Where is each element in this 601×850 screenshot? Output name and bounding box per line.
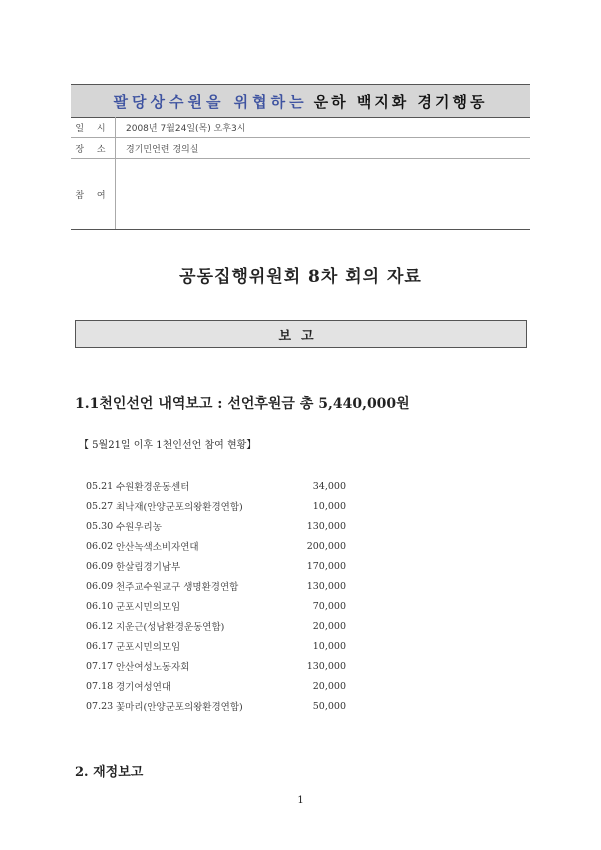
list-item: [86, 596, 346, 616]
donation-subheading: 【 5월21일 이후 1천인선언 참여 현황】: [79, 440, 257, 451]
donor-name: 꽃마리(안양군포의왕환경연합): [116, 702, 243, 713]
list-item: [86, 656, 346, 676]
list-item: [86, 516, 346, 536]
finance-report-heading: 2. 재정보고: [75, 765, 144, 780]
donation-amount: 130,000: [306, 580, 346, 592]
donation-report-heading: 1.1천인선언 내역보고 : 선언후원금 총 5,440,000원: [75, 396, 410, 412]
donation-amount: 70,000: [312, 600, 346, 612]
donation-date: 06.02: [86, 540, 114, 552]
page-number: 1: [297, 795, 304, 806]
donation-list: [86, 476, 346, 716]
donor-name: 한살림경기남부: [116, 562, 181, 573]
list-item: [86, 616, 346, 636]
donation-amount: 50,000: [312, 700, 346, 712]
attend-label: 참 여: [71, 159, 116, 230]
donation-amount: 200,000: [306, 540, 346, 552]
donation-date: 05.30: [86, 520, 114, 532]
donor-name: 군포시민의모임: [116, 642, 181, 653]
donation-amount: 130,000: [306, 660, 346, 672]
list-item: [86, 556, 346, 576]
donor-name: 지운근(성남환경운동연합): [116, 622, 225, 633]
list-item: [86, 576, 346, 596]
place-value: 경기민언련 경의실: [116, 138, 531, 159]
list-item: [86, 676, 346, 696]
donation-amount: 34,000: [312, 480, 346, 492]
donation-amount: 10,000: [312, 640, 346, 652]
donation-date: 07.23: [86, 700, 114, 712]
banner-subtitle: 팔당상수원을 위협하는: [113, 92, 308, 111]
donation-date: 05.27: [86, 500, 114, 512]
meeting-info-table: [71, 117, 530, 230]
donor-name: 수원우리농: [116, 522, 162, 533]
list-item: [86, 696, 346, 716]
donation-amount: 20,000: [312, 620, 346, 632]
donation-amount: 170,000: [306, 560, 346, 572]
place-label: 장 소: [71, 138, 116, 159]
page-title: 공동집행위원회 8차 회의 자료: [179, 267, 422, 287]
donation-date: 06.12: [86, 620, 114, 632]
banner-title: 운하 백지화 경기행동: [313, 92, 488, 111]
attend-value: [116, 159, 531, 230]
donation-date: 07.18: [86, 680, 114, 692]
donor-name: 최낙재(안양군포의왕환경연합): [116, 502, 243, 513]
donation-date: 07.17: [86, 660, 114, 672]
donation-date: 06.09: [86, 560, 114, 572]
donor-name: 안산여성노동자회: [116, 662, 190, 673]
section-header: 보고: [75, 320, 527, 348]
donor-name: 안산녹색소비자연대: [116, 542, 199, 553]
list-item: [86, 476, 346, 496]
donor-name: 수원환경운동센터: [116, 482, 190, 493]
donor-name: 군포시민의모임: [116, 602, 181, 613]
header-banner: [71, 84, 530, 118]
donation-amount: 20,000: [312, 680, 346, 692]
donation-date: 06.10: [86, 600, 114, 612]
donation-date: 06.17: [86, 640, 114, 652]
date-value: 2008년 7월24일(목) 오후3시: [116, 117, 531, 138]
date-label: 일 시: [71, 117, 116, 138]
list-item: [86, 636, 346, 656]
list-item: [86, 496, 346, 516]
donation-date: 05.21: [86, 480, 114, 492]
donation-amount: 10,000: [312, 500, 346, 512]
donor-name: 천주교수원교구 생명환경연합: [116, 582, 239, 593]
list-item: [86, 536, 346, 556]
donation-date: 06.09: [86, 580, 114, 592]
donation-amount: 130,000: [306, 520, 346, 532]
donor-name: 경기여성연대: [116, 682, 172, 693]
